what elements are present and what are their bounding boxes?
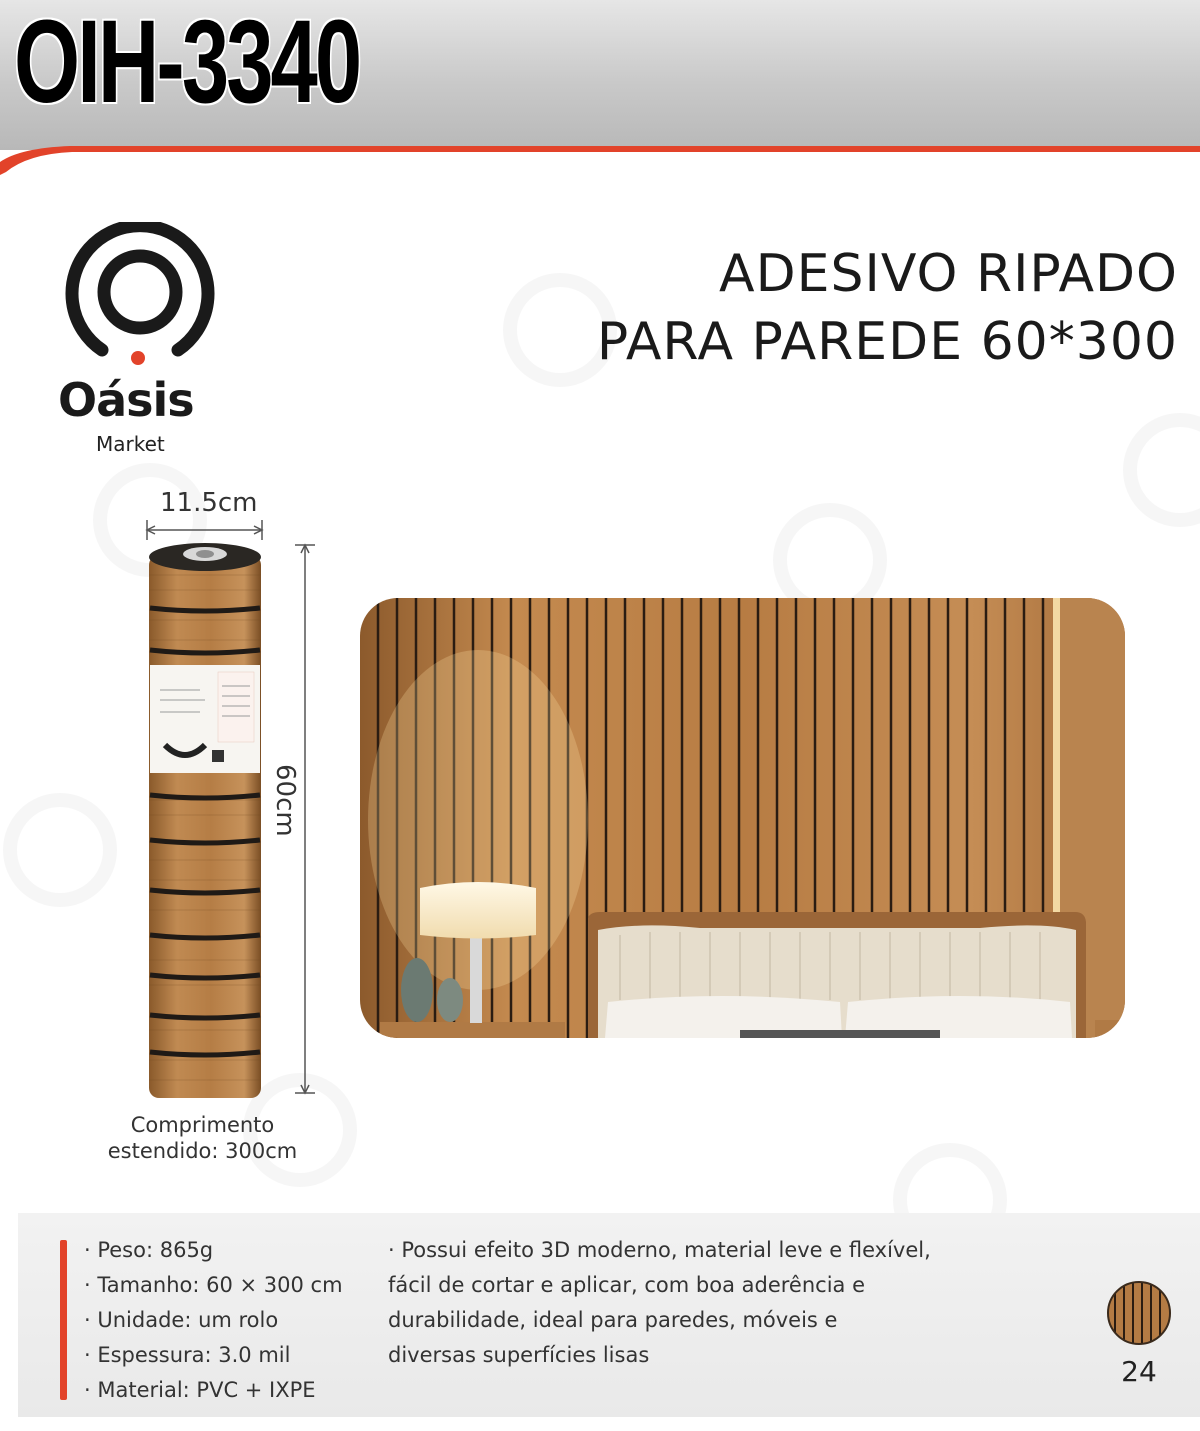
length-label-line-1: Comprimento [130, 1113, 275, 1137]
spec-item-thickness: · Espessura: 3.0 mil [84, 1343, 291, 1367]
width-dimension-line [147, 520, 262, 540]
spec-accent-bar [60, 1240, 67, 1400]
width-label: 11.5cm [160, 488, 258, 518]
description-line-2: fácil de cortar e aplicar, com boa aderência e [388, 1273, 865, 1297]
room-photo [360, 598, 1135, 1042]
wood-swatch-icon [1106, 1280, 1172, 1346]
height-label: 60cm [270, 764, 300, 837]
product-code: OIH-3340 [14, 0, 360, 128]
brand-sub: Market [96, 432, 165, 456]
product-title-line-1: ADESIVO RIPADO [719, 244, 1178, 304]
length-label [90, 1112, 315, 1164]
product-title-line-2: PARA PAREDE 60*300 [596, 312, 1178, 372]
description-line-1: · Possui efeito 3D moderno, material leve e flexível, [388, 1238, 931, 1262]
description-line-3: durabilidade, ideal para paredes, móveis e [388, 1308, 838, 1332]
length-label-line-2: estendido: 300cm [107, 1139, 298, 1163]
spec-item-size: · Tamanho: 60 × 300 cm [84, 1273, 343, 1297]
spec-list [84, 1233, 343, 1408]
product-description [388, 1233, 988, 1373]
description-line-4: diversas superfícies lisas [388, 1343, 650, 1367]
wallpaper-roll [149, 543, 261, 1098]
spec-item-unit: · Unidade: um rolo [84, 1308, 279, 1332]
spec-item-weight: · Peso: 865g [84, 1238, 214, 1262]
spec-item-material: · Material: PVC + IXPE [84, 1378, 316, 1402]
swatch-number: 24 [1121, 1355, 1157, 1388]
brand-name: Oásis [58, 373, 194, 427]
